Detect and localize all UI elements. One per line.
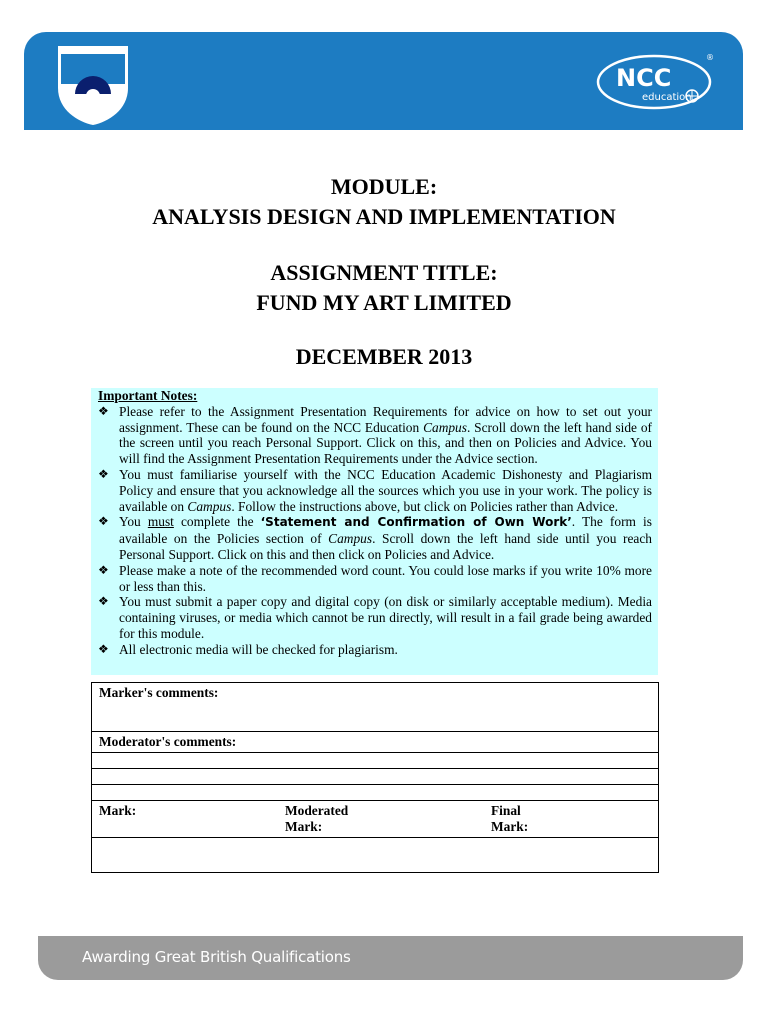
module-label: MODULE:	[330, 174, 438, 199]
diamond-bullet-icon: ❖	[98, 466, 109, 481]
final-mark-label: Final Mark:	[491, 803, 529, 834]
note-item: ❖ You must familiarise yourself with the NCC Education Academic Dishonesty and Plagiarism Policy and ensure that you acknowledge all the sources which you use in your work. The policy is available on Campus. Follow the instructions above, but click on Policies rather than Advice.	[98, 466, 652, 514]
assignment-date: DECEMBER 2013	[295, 344, 473, 369]
diamond-bullet-icon: ❖	[98, 594, 109, 609]
assignment-label: ASSIGNMENT TITLE:	[270, 260, 498, 285]
registered-mark: ®	[706, 53, 714, 62]
title-block	[0, 172, 768, 372]
important-notes-box	[91, 388, 658, 675]
marker-comments-label: Marker's comments:	[99, 685, 219, 700]
logo-text: NCC	[616, 64, 672, 92]
notes-list	[98, 404, 652, 658]
blank-row	[92, 769, 659, 785]
notes-title: Important Notes:	[98, 388, 198, 403]
blank-row	[92, 753, 659, 769]
diamond-bullet-icon: ❖	[98, 641, 109, 656]
note-item: ❖ You must complete the ‘Statement and Confirmation of Own Work’. The form is available on the Policies section of Campus. Scroll down the left hand side until you reach Personal Support. Click on this and then click on Policies and Advice.	[98, 514, 652, 562]
diamond-bullet-icon: ❖	[98, 514, 109, 529]
blank-row	[92, 838, 659, 873]
moderator-comments-cell	[92, 732, 659, 753]
logo-subtext: education	[642, 92, 692, 103]
blank-row	[92, 785, 659, 801]
moderator-comments-label: Moderator's comments:	[99, 734, 237, 749]
moderated-mark-label: Moderated Mark:	[285, 803, 349, 834]
mark-label: Mark:	[99, 803, 137, 818]
mark-row	[92, 801, 659, 838]
marker-comments-cell	[92, 683, 659, 732]
note-item: ❖ Please refer to the Assignment Presentation Requirements for advice on how to set out your assignment. These can be found on the NCC Education Campus. Scroll down the left hand side of the screen until you reach Personal Support. Click on this, and then on Policies and Advice. You will find the Assignment Presentation Requirements under the Advice section.	[98, 403, 652, 467]
assignment-name: FUND MY ART LIMITED	[256, 290, 512, 315]
diamond-bullet-icon: ❖	[98, 403, 109, 418]
diamond-bullet-icon: ❖	[98, 562, 109, 577]
footer-tagline: Awarding Great British Qualifications	[82, 948, 351, 966]
note-item: ❖ You must submit a paper copy and digital copy (on disk or similarly acceptable medium). Media containing viruses, or media which cannot be run directly, will result in a fail grade being awarded for this module.	[98, 594, 652, 641]
institution-shield-icon	[56, 44, 130, 126]
marking-table	[91, 682, 659, 873]
module-name: ANALYSIS DESIGN AND IMPLEMENTATION	[152, 204, 616, 229]
ncc-education-logo	[594, 52, 718, 112]
note-item: ❖ All electronic media will be checked for plagiarism.	[98, 641, 398, 657]
note-item: ❖ Please make a note of the recommended word count. You could lose marks if you write 10% more or less than this.	[98, 562, 652, 594]
